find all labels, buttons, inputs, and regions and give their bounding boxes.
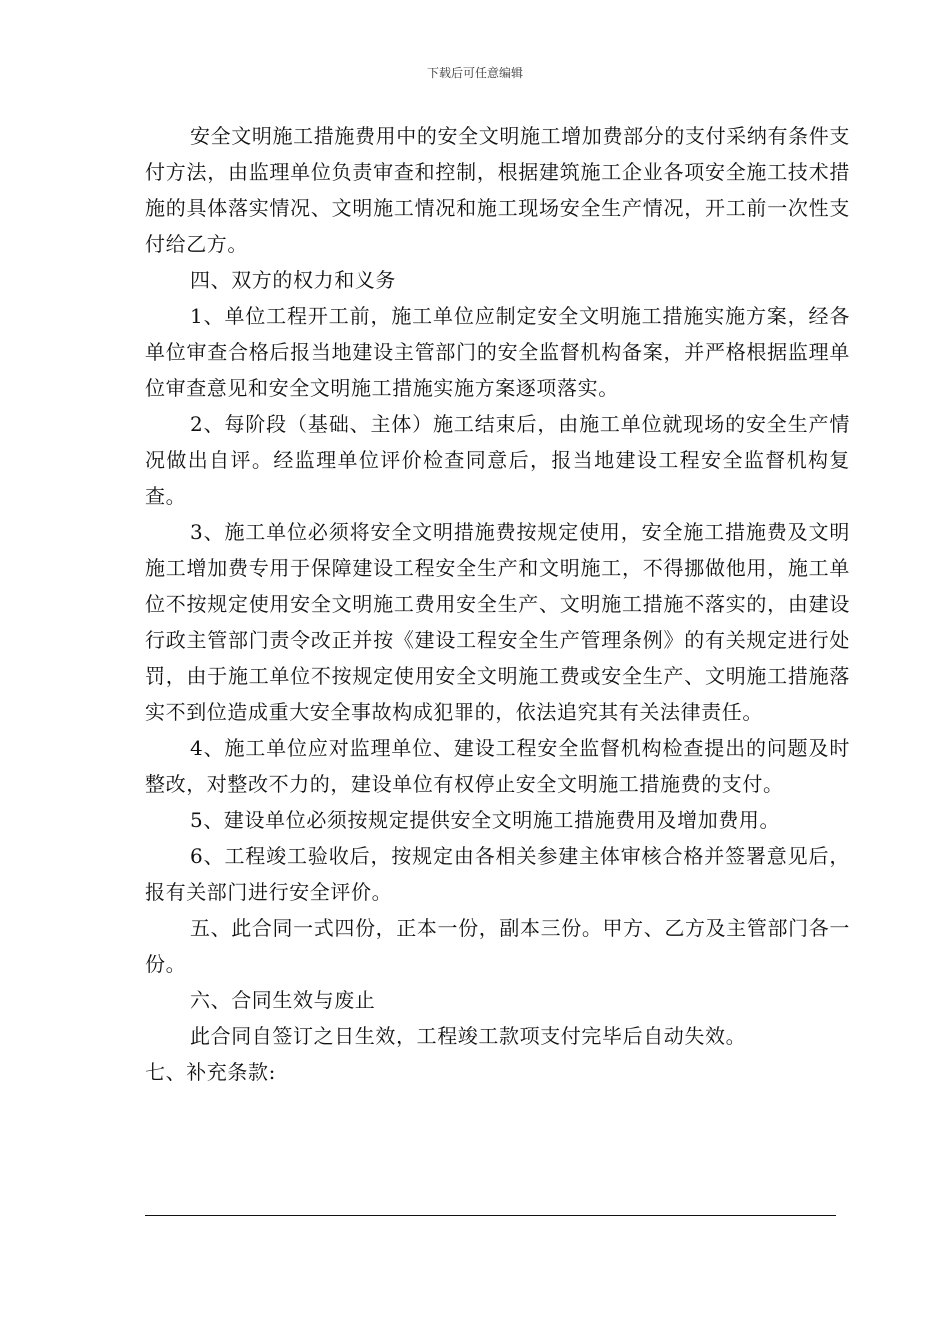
signature-line bbox=[145, 1215, 836, 1216]
section-heading-supplementary: 七、补充条款: bbox=[145, 1060, 276, 1084]
clause-3: 3、施工单位必须将安全文明措施费按规定使用，安全施工措施费及文明施工增加费专用于保障建设工程安全生产和文明施工，不得挪做他用，施工单位不按规定使用安全文明施工费用安全生产、文明施工措施不落实的，由建设行政主管部门责令改正并按《建设工程安全生产管理条例》的有关规定进行处罚，由于施工单位不按规定使用安全文明施工费或安全生产、文明施工措施落实不到位造成重大安全事故构成犯罪的，依法追究其有关法律责任。 bbox=[145, 520, 850, 724]
section-heading-effect: 六、合同生效与废止 bbox=[190, 988, 376, 1012]
clause-2: 2、每阶段（基础、主体）施工结束后，由施工单位就现场的安全生产情况做出自评。经监理单位评价检查同意后，报当地建设工程安全监督机构复查。 bbox=[145, 412, 850, 508]
clause-5: 5、建设单位必须按规定提供安全文明施工措施费用及增加费用。 bbox=[190, 808, 781, 832]
paragraph-payment-method: 安全文明施工措施费用中的安全文明施工增加费部分的支付采纳有条件支付方法，由监理单位负责审查和控制，根据建筑施工企业各项安全施工技术措施的具体落实情况、文明施工情况和施工现场安全生产情况，开工前一次性支付给乙方。 bbox=[145, 124, 850, 256]
paragraph-effect: 此合同自签订之日生效，工程竣工款项支付完毕后自动失效。 bbox=[190, 1024, 747, 1048]
section-copies: 五、此合同一式四份，正本一份，副本三份。甲方、乙方及主管部门各一份。 bbox=[145, 916, 850, 976]
section-heading-rights-obligations: 四、双方的权力和义务 bbox=[190, 268, 396, 292]
clause-1: 1、单位工程开工前，施工单位应制定安全文明施工措施实施方案，经各单位审查合格后报当地建设主管部门的安全监督机构备案，并严格根据监理单位审查意见和安全文明施工措施实施方案逐项落实。 bbox=[145, 304, 850, 400]
clause-6: 6、工程竣工验收后，按规定由各相关参建主体审核合格并签署意见后，报有关部门进行安全评价。 bbox=[145, 844, 850, 904]
clause-4: 4、施工单位应对监理单位、建设工程安全监督机构检查提出的问题及时整改，对整改不力的，建设单位有权停止安全文明施工措施费的支付。 bbox=[145, 736, 850, 796]
page-header: 下载后可任意编辑 bbox=[426, 66, 523, 80]
document-body bbox=[145, 118, 850, 1090]
